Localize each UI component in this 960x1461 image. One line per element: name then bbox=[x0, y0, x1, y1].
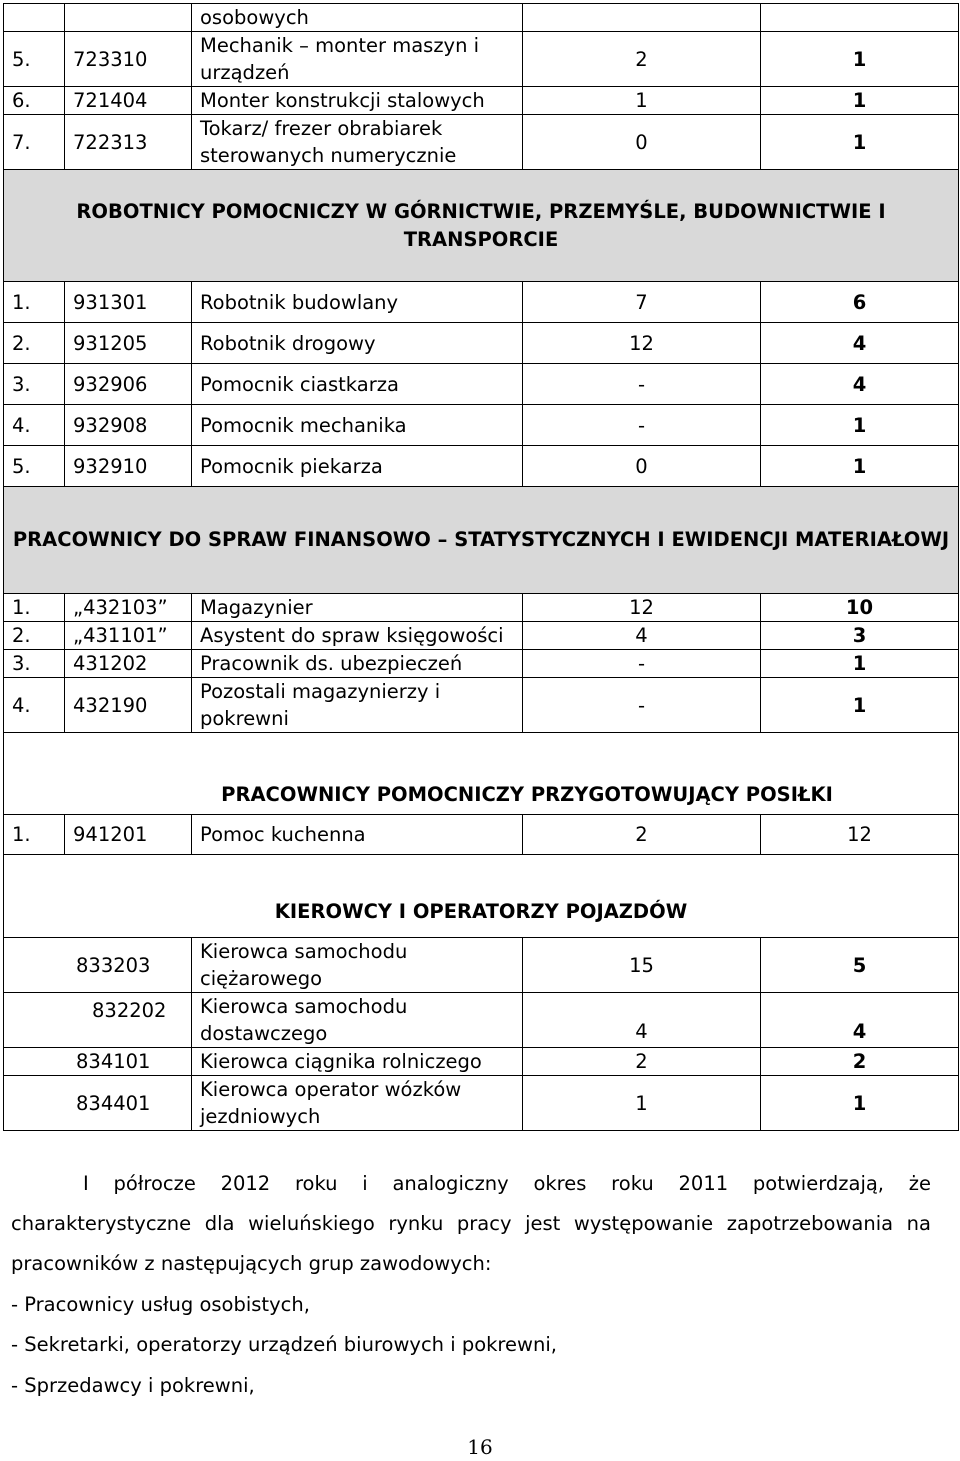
row-value-1: 2 bbox=[523, 1048, 761, 1076]
row-value-2: 4 bbox=[761, 364, 959, 405]
row-occupation: Magazynier bbox=[192, 594, 523, 622]
row-code bbox=[65, 4, 192, 32]
table-row bbox=[4, 678, 959, 733]
row-occupation: Pomocnik ciastkarza bbox=[192, 364, 523, 405]
row-occupation: Asystent do spraw księgowości bbox=[192, 622, 523, 650]
table-row bbox=[4, 446, 959, 487]
row-occupation: Mechanik – monter maszyn i urządzeń bbox=[192, 32, 523, 87]
row-value-1: 7 bbox=[523, 282, 761, 323]
table-row bbox=[4, 1076, 959, 1131]
row-number: 3. bbox=[4, 650, 65, 678]
table-row bbox=[4, 32, 959, 87]
row-code: „431101” bbox=[65, 622, 192, 650]
row-occupation: osobowych bbox=[192, 4, 523, 32]
row-number bbox=[4, 4, 65, 32]
row-value-2 bbox=[761, 4, 959, 32]
section-title: PRACOWNICY DO SPRAW FINANSOWO – STATYSTYCZNYCH I EWIDENCJI MATERIAŁOWJ bbox=[4, 487, 959, 594]
row-value-1: 1 bbox=[523, 87, 761, 115]
row-value-1: 12 bbox=[523, 594, 761, 622]
row-value-1: - bbox=[523, 405, 761, 446]
section-title: KIEROWCY I OPERATORZY POJAZDÓW bbox=[4, 855, 959, 938]
section-header bbox=[4, 733, 959, 815]
row-occupation: Tokarz/ frezer obrabiarek sterowanych numerycznie bbox=[192, 115, 523, 170]
row-occupation: Pomocnik piekarza bbox=[192, 446, 523, 487]
table-row bbox=[4, 594, 959, 622]
row-value-1: 0 bbox=[523, 446, 761, 487]
paragraph-line: pracowników z następujących grup zawodowych: bbox=[11, 1252, 492, 1275]
row-occupation: Kierowca operator wózków jezdniowych bbox=[192, 1076, 523, 1131]
row-occupation: Pozostali magazynierzy i pokrewni bbox=[192, 678, 523, 733]
table-row bbox=[4, 815, 959, 855]
row-occupation: Kierowca ciągnika rolniczego bbox=[192, 1048, 523, 1076]
row-occupation: Kierowca samochodu ciężarowego bbox=[192, 938, 523, 993]
section-header bbox=[4, 487, 959, 594]
bullet-item: - Pracownicy usług osobistych, bbox=[11, 1293, 310, 1316]
row-value-2: 1 bbox=[761, 1076, 959, 1131]
row-value-2: 1 bbox=[761, 678, 959, 733]
section-header bbox=[4, 170, 959, 282]
occupations-table bbox=[3, 3, 959, 1131]
row-occupation: Robotnik budowlany bbox=[192, 282, 523, 323]
paragraph-line: I półrocze 2012 roku i analogiczny okres roku 2011 potwierdzają, że bbox=[83, 1172, 931, 1195]
row-occupation: Pracownik ds. ubezpieczeń bbox=[192, 650, 523, 678]
row-occupation: Robotnik drogowy bbox=[192, 323, 523, 364]
paragraph-line: charakterystyczne dla wieluńskiego rynku pracy jest występowanie zapotrzebowania na bbox=[11, 1212, 931, 1235]
row-value-1: 2 bbox=[523, 815, 761, 855]
row-code: 723310 bbox=[65, 32, 192, 87]
row-value-2: 5 bbox=[761, 938, 959, 993]
row-code: 833203 bbox=[4, 938, 192, 993]
bullet-item: - Sekretarki, operatorzy urządzeń biurowych i pokrewni, bbox=[11, 1333, 557, 1356]
row-value-2: 3 bbox=[761, 622, 959, 650]
row-value-2: 1 bbox=[761, 446, 959, 487]
row-number: 1. bbox=[4, 815, 65, 855]
table-row bbox=[4, 1048, 959, 1076]
row-value-1 bbox=[523, 4, 761, 32]
row-value-2: 4 bbox=[761, 993, 959, 1048]
page-number: 16 bbox=[467, 1435, 493, 1459]
row-number: 3. bbox=[4, 364, 65, 405]
row-code: 834101 bbox=[4, 1048, 192, 1076]
row-value-1: - bbox=[523, 650, 761, 678]
row-number: 7. bbox=[4, 115, 65, 170]
row-value-2: 2 bbox=[761, 1048, 959, 1076]
row-value-1: 0 bbox=[523, 115, 761, 170]
row-value-1: 15 bbox=[523, 938, 761, 993]
row-code: 832202 bbox=[4, 993, 192, 1048]
row-code: 721404 bbox=[65, 87, 192, 115]
row-code: 931205 bbox=[65, 323, 192, 364]
row-code: „432103” bbox=[65, 594, 192, 622]
row-value-2: 10 bbox=[761, 594, 959, 622]
row-value-2: 12 bbox=[761, 815, 959, 855]
row-value-1: 12 bbox=[523, 323, 761, 364]
row-number: 2. bbox=[4, 323, 65, 364]
row-occupation: Pomocnik mechanika bbox=[192, 405, 523, 446]
table-row bbox=[4, 87, 959, 115]
table-row bbox=[4, 282, 959, 323]
row-code: 722313 bbox=[65, 115, 192, 170]
table-row bbox=[4, 364, 959, 405]
row-occupation: Monter konstrukcji stalowych bbox=[192, 87, 523, 115]
row-number: 1. bbox=[4, 594, 65, 622]
row-value-2: 4 bbox=[761, 323, 959, 364]
section-header bbox=[4, 855, 959, 938]
row-number: 4. bbox=[4, 678, 65, 733]
row-value-2: 1 bbox=[761, 115, 959, 170]
row-value-2: 6 bbox=[761, 282, 959, 323]
table-row bbox=[4, 115, 959, 170]
row-number: 5. bbox=[4, 32, 65, 87]
row-code: 931301 bbox=[65, 282, 192, 323]
table-row bbox=[4, 4, 959, 32]
bullet-item: - Sprzedawcy i pokrewni, bbox=[11, 1374, 255, 1397]
row-code: 932908 bbox=[65, 405, 192, 446]
row-value-1: 2 bbox=[523, 32, 761, 87]
section-title: PRACOWNICY POMOCNICZY PRZYGOTOWUJĄCY POSIŁKI bbox=[4, 733, 959, 815]
row-code: 932910 bbox=[65, 446, 192, 487]
row-number: 6. bbox=[4, 87, 65, 115]
row-code: 431202 bbox=[65, 650, 192, 678]
row-value-1: 4 bbox=[523, 622, 761, 650]
row-number: 5. bbox=[4, 446, 65, 487]
row-value-2: 1 bbox=[761, 405, 959, 446]
row-number: 1. bbox=[4, 282, 65, 323]
table-row bbox=[4, 938, 959, 993]
row-code: 834401 bbox=[4, 1076, 192, 1131]
table-row bbox=[4, 650, 959, 678]
table-row bbox=[4, 323, 959, 364]
row-value-2: 1 bbox=[761, 87, 959, 115]
table-row bbox=[4, 622, 959, 650]
table-row bbox=[4, 405, 959, 446]
row-code: 941201 bbox=[65, 815, 192, 855]
row-value-2: 1 bbox=[761, 32, 959, 87]
row-occupation: Pomoc kuchenna bbox=[192, 815, 523, 855]
row-occupation: Kierowca samochodu dostawczego bbox=[192, 993, 523, 1048]
row-value-1: - bbox=[523, 678, 761, 733]
row-value-1: 1 bbox=[523, 1076, 761, 1131]
section-title: ROBOTNICY POMOCNICZY W GÓRNICTWIE, PRZEMYŚLE, BUDOWNICTWIE I TRANSPORCIE bbox=[4, 170, 959, 282]
row-number: 2. bbox=[4, 622, 65, 650]
row-code: 932906 bbox=[65, 364, 192, 405]
row-value-1: 4 bbox=[523, 993, 761, 1048]
row-value-2: 1 bbox=[761, 650, 959, 678]
table-row bbox=[4, 993, 959, 1048]
row-number: 4. bbox=[4, 405, 65, 446]
row-value-1: - bbox=[523, 364, 761, 405]
row-code: 432190 bbox=[65, 678, 192, 733]
